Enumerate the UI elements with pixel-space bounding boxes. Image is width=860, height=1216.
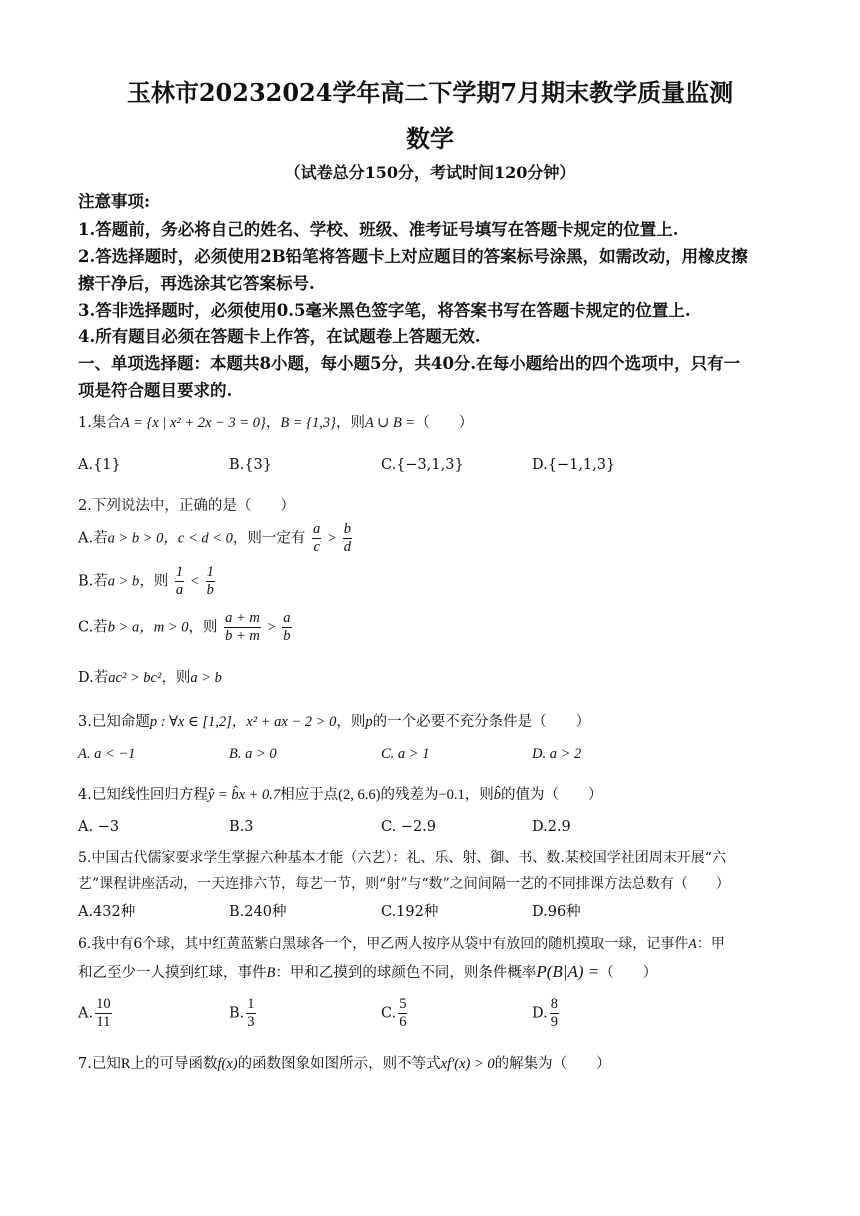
q3-option-d: D. a > 2	[532, 746, 582, 762]
note-1: 1.答题前，务必将自己的姓名、学校、班级、准考证号填写在答题卡规定的位置上.	[78, 220, 679, 239]
q3-option-a: A. a < −1	[78, 746, 136, 762]
question-1-stem: 1.集合A = {x | x² + 2x − 3 = 0}，B = {1,3}，则A ∪ B =（ ）	[78, 415, 474, 431]
q4-option-a: A. −3	[78, 819, 120, 835]
q3-option-b: B. a > 0	[229, 746, 277, 762]
set-a-expr: A = {x | x² + 2x − 3 = 0}	[120, 415, 266, 431]
union-expr: A ∪ B =	[364, 415, 416, 431]
exam-title: 玉林市20232024学年高二下学期7月期末教学质量监测	[126, 78, 734, 107]
q1-option-c: C.{−3,1,3}	[381, 457, 464, 473]
q5-option-b: B.240种	[229, 904, 287, 920]
question-6-line-2: 和乙至少一人摸到红球，事件B：甲和乙摸到的球颜色不同，则条件概率P(B|A) =（ ）	[78, 962, 658, 981]
q4-option-d: D.2.9	[532, 819, 571, 835]
note-3: 3.答非选择题时，必须使用0.5毫米黑色签字笔，将答案书写在答题卡规定的位置上.	[78, 301, 691, 320]
note-2-line-1: 2.答选择题时，必须使用2B铅笔将答题卡上对应题目的答案标号涂黑，如需改动，用橡皮擦	[78, 247, 748, 266]
q2-option-b: B.若a > b，则 $\frac{1}{a}$ < $\frac{1}{b}$	[78, 564, 214, 598]
exam-info: （试卷总分150分，考试时间120分钟）	[284, 163, 576, 182]
notes-heading: 注意事项:	[78, 192, 151, 211]
question-3-stem: 3.已知命题p : ∀x ∈ [1,2]，x² + ax − 2 > 0，则p的一个必要不充分条件是（ ）	[78, 714, 591, 730]
q2-option-d: D.若ac² > bc²，则a > b	[78, 670, 222, 686]
fraction: $\frac{a}{c}$	[313, 521, 321, 555]
q6-option-b: B. $\frac{1}{3}$	[229, 996, 255, 1030]
q2-option-a: A.若a > b > 0，c < d < 0，则一定有 $\frac{a}{c}$ > $\frac{b}{d}$	[78, 521, 351, 555]
q6-option-d: D. $\frac{8}{9}$	[532, 996, 558, 1030]
q1-option-b: B.{3}	[229, 457, 272, 473]
set-b-expr: B = {1,3}	[280, 415, 336, 431]
question-5-line-2: 艺”课程讲座活动，一天连排六节，每艺一节，则“射”与“数”之间间隔一艺的不同排课方法总数有（ ）	[78, 876, 730, 892]
note-2-line-2: 擦干净后，再选涂其它答案标号.	[78, 274, 315, 293]
question-5-line-1: 5.中国古代儒家要求学生掌握六种基本才能（六艺）：礼、乐、射、御、书、数.某校国学社团周末开展“六	[78, 850, 726, 866]
note-4: 4.所有题目必须在答题卡上作答，在试题卷上答题无效.	[78, 327, 481, 346]
q3-option-c: C. a > 1	[381, 746, 430, 762]
q2-option-c: C.若b > a，m > 0，则 $\frac{a + m}{b + m}$ > $\frac{a}{b}$	[78, 610, 291, 644]
q5-option-c: C.192种	[381, 904, 439, 920]
q4-option-b: B.3	[229, 819, 254, 835]
question-7-stem: 7.已知R上的可导函数f(x)的函数图象如图所示，则不等式xf′(x) > 0的解集为（ ）	[78, 1056, 611, 1072]
fraction: $\frac{b}{d}$	[343, 521, 351, 555]
q6-option-c: C. $\frac{5}{6}$	[381, 996, 407, 1030]
q4-option-c: C. −2.9	[381, 819, 437, 835]
fraction: $\frac{1}{b}$	[206, 564, 214, 598]
question-2-stem: 2.下列说法中，正确的是（ ）	[78, 498, 295, 514]
fraction: $\frac{a}{b}$	[283, 610, 291, 644]
fraction: $\frac{a + m}{b + m}$	[225, 610, 260, 644]
q5-option-a: A.432种	[78, 904, 136, 920]
fraction: $\frac{1}{a}$	[175, 564, 184, 598]
q1-option-d: D.{−1,1,3}	[532, 457, 616, 473]
q6-option-a: A. $\frac{10}{11}$	[78, 996, 111, 1030]
section-1-line-1: 一、单项选择题：本题共8小题，每小题5分，共40分.在每小题给出的四个选项中，只有一	[78, 354, 741, 373]
question-4-stem: 4.已知线性回归方程ŷ = b̂x + 0.7相应于点(2, 6.6)的残差为−0.1，则b̂的值为（ ）	[78, 787, 603, 803]
question-6-line-1: 6.我中有6个球，其中红黄蓝紫白黑球各一个，甲乙两人按序从袋中有放回的随机摸取一球，记事件A：甲	[78, 936, 725, 952]
section-1-line-2: 项是符合题目要求的.	[78, 381, 233, 400]
q1-option-a: A.{1}	[78, 457, 121, 473]
q5-option-d: D.96种	[532, 904, 581, 920]
subject-title: 数学	[406, 124, 454, 153]
